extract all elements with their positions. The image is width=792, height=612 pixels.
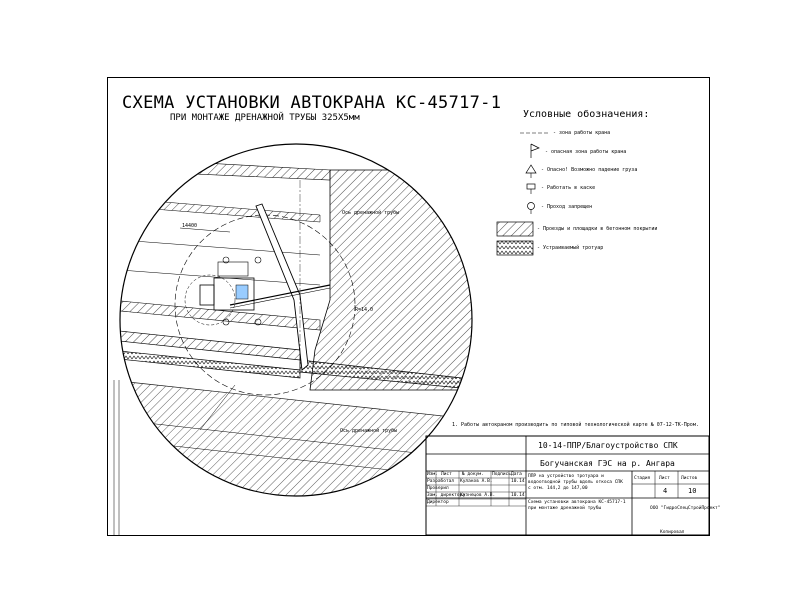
legend-item-sidewalk: - Устраиваемый тротуар [537, 245, 604, 251]
legend-icons [497, 133, 548, 255]
tb-org: ООО "ГидроСпецСтройПроект" [650, 506, 721, 511]
tb-role: Проверил [427, 486, 449, 491]
tb-role: Разработал [427, 479, 455, 484]
legend-item-work-zone: - зона работы крана [553, 130, 611, 136]
general-note: 1. Работы автокраном производить по типовой технологической карте № 07-12-ТК-Пром. [452, 422, 699, 428]
tb-name: Кулаков А.В. [460, 479, 493, 484]
legend-item-falling-load: - Опасно! Возможно падение груза [541, 167, 638, 173]
legend-title: Условные обозначения: [523, 109, 650, 120]
tb-description: ППР на устройство тротуара и водоотводной трубы вдоль откоса СПК с отм. 144,2 до 147,00 [528, 474, 623, 491]
tb-sheet-title: Схема установки автокрана КС-45717-1 при монтаже дренажной трубы [528, 500, 626, 511]
tb-name: Кузнецов А.В. [460, 493, 496, 498]
drawing-subtitle: ПРИ МОНТАЖЕ ДРЕНАЖНОЙ ТРУБЫ 325Х5мм [170, 113, 360, 123]
tb-role: Зам. директора [427, 493, 465, 498]
tb-copied: Копировал [660, 530, 685, 535]
tb-header-sign: Подпись [492, 472, 511, 477]
concrete-area-right [310, 170, 480, 390]
crane-cab [200, 285, 214, 305]
tb-date: 10.14 [511, 493, 525, 498]
tb-header-list: Лист [441, 472, 452, 477]
legend-item-helmet: - Работать в каске [541, 185, 596, 191]
legend-item-concrete: - Проезды и площадки в бетонном покрытии [537, 226, 658, 232]
tb-date: 10.14 [511, 479, 525, 484]
dimension-label: 14400 [182, 223, 198, 229]
drawing-title: СХЕМА УСТАНОВКИ АВТОКРАНА КС-45717-1 [122, 93, 502, 113]
tb-header-izm: Изм. [427, 472, 438, 477]
tb-header-doc: № докум. [462, 472, 484, 477]
tb-header-date: Дата [511, 472, 522, 477]
tb-sheets-header: Листов [681, 476, 698, 481]
tb-stage-header: Стадия [634, 476, 651, 481]
legend-item-danger-zone: - опасная зона работы крана [545, 149, 627, 155]
tb-role: Директор [427, 500, 449, 505]
pipe-axis-label-top: Ось дренажной трубы [342, 210, 400, 216]
title-block-code: 10-14-ППР/Благоустройство СПК [538, 441, 678, 450]
legend-item-no-entry: - Проход запрещен [541, 204, 593, 210]
pipe-axis-label-bottom: Ось дренажной трубы [340, 428, 398, 434]
radius-label: R=14,0 [355, 307, 374, 313]
tb-sheet-header: Лист [659, 476, 670, 481]
tb-sheet: 4 [663, 487, 668, 495]
tb-sheets: 10 [688, 487, 697, 495]
drain-pipe [256, 204, 308, 370]
title-block-project: Богучанская ГЭС на р. Ангара [540, 459, 675, 468]
